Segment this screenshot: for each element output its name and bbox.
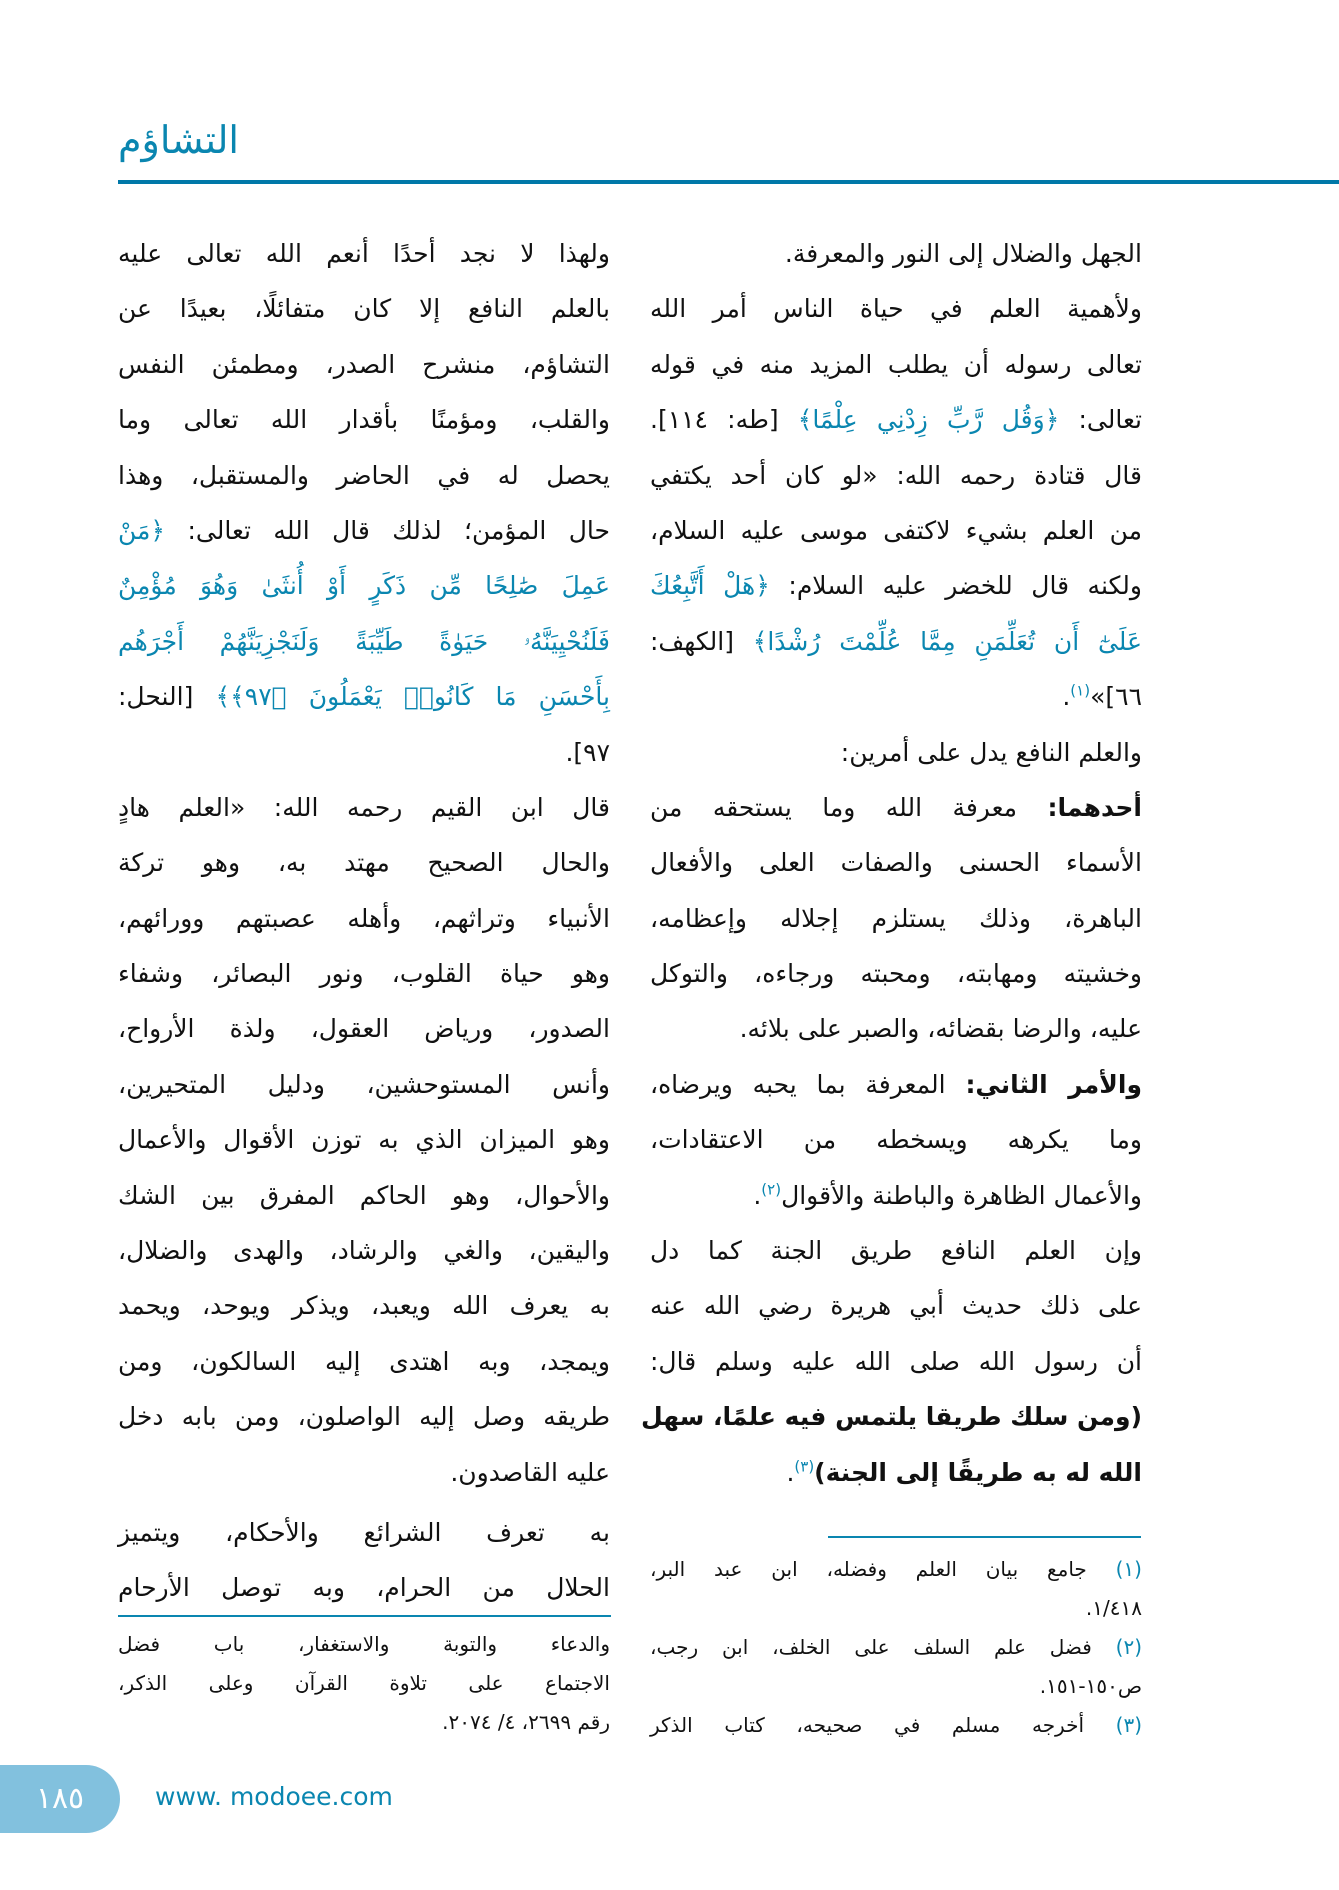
text: الجهل والضلال إلى النور والمعرفة.	[784, 239, 1142, 268]
footnote-line	[650, 1706, 1142, 1745]
bold-text: أحدهما:	[1047, 792, 1142, 822]
text-line	[118, 614, 610, 669]
text: الأنبياء وتراثهم، وأهله عصبتهم وورائهم،	[118, 903, 610, 933]
text-line	[650, 281, 1142, 336]
text-line	[118, 1001, 610, 1056]
text-line	[118, 558, 610, 613]
text-line	[650, 891, 1142, 946]
text-line	[118, 337, 610, 392]
footnote-line	[118, 1625, 610, 1664]
text-line	[118, 1278, 610, 1333]
text: .	[786, 1457, 795, 1487]
text: عليه، والرضا بقضائه، والصبر على بلائه.	[739, 1014, 1142, 1044]
text-line	[118, 725, 610, 780]
text: والدعاء والتوبة والاستغفار، باب فضل	[118, 1632, 610, 1656]
text: والأعمال الظاهرة والباطنة والأقوال	[781, 1180, 1142, 1210]
text-line	[650, 337, 1142, 392]
text-line	[118, 1168, 610, 1223]
text: واليقين، والغي والرشاد، والهدى والضلال،	[118, 1236, 610, 1266]
text: قال قتادة رحمه الله: «لو كان أحد يكتفي	[650, 460, 1142, 490]
text-line	[118, 669, 610, 724]
text: تعالى رسوله أن يطلب المزيد منه في قوله	[650, 349, 1142, 379]
quran-verse: عَمِلَ صَٰلِحًا مِّن ذَكَرٍ أَوْ أُنثَىٰ وَهُوَ مُؤْمِنٌ	[118, 571, 610, 601]
text-line	[118, 780, 610, 835]
text: وما يكرهه ويسخطه من الاعتقادات،	[650, 1125, 1142, 1155]
text: على ذلك حديث أبي هريرة رضي الله عنه	[650, 1291, 1142, 1321]
footnote-ref: (٢)	[761, 1180, 782, 1199]
text-line	[650, 392, 1142, 447]
text-line	[118, 226, 610, 281]
left-column	[118, 226, 610, 1611]
text: الاجتماع على تلاوة القرآن وعلى الذكر،	[118, 1671, 610, 1695]
text: [النحل:	[118, 682, 216, 712]
text-line	[650, 669, 1142, 724]
text: [طه: ١١٤].	[650, 405, 798, 435]
footnote-line	[650, 1628, 1142, 1667]
text: طريقه وصل إليه الواصلون، ومن بابه دخل	[118, 1402, 610, 1432]
quran-verse: فَلَنُحْيِيَنَّهُۥ حَيَوٰةً طَيِّبَةً وَلَنَجْزِيَنَّهُمْ أَجْرَهُم	[118, 626, 610, 656]
text-line	[118, 503, 610, 558]
text: رقم ٢٦٩٩، ٤/ ٢٠٧٤.	[442, 1710, 610, 1734]
header-rule	[118, 180, 1339, 184]
text-line	[650, 1001, 1142, 1056]
footnote-ref: (٣)	[794, 1457, 815, 1476]
text-line	[118, 1505, 610, 1560]
text-line	[650, 725, 1142, 780]
text: وهو الميزان الذي به توزن الأقوال والأعمال	[118, 1125, 610, 1155]
text: .	[1062, 682, 1071, 712]
text: ولهذا لا نجد أحدًا أنعم الله تعالى عليه	[118, 239, 610, 268]
text: المعرفة بما يحبه ويرضاه،	[650, 1069, 966, 1099]
footnote-line	[118, 1664, 610, 1703]
text-line	[118, 835, 610, 890]
text: ٩٧].	[565, 737, 610, 767]
text-line	[118, 281, 610, 336]
text-line	[650, 226, 1142, 281]
text-line	[118, 1445, 610, 1500]
footnote-line	[650, 1589, 1142, 1628]
text: (٢)	[1091, 1635, 1142, 1659]
text: بالعلم النافع إلا كان متفائلًا، بعيدًا عن	[118, 294, 610, 324]
text-line	[640, 1389, 1142, 1444]
text: به يعرف الله ويعبد، ويذكر ويوحد، ويحمد	[118, 1291, 610, 1321]
website-url: www. modoee.com	[155, 1782, 393, 1811]
text-line	[650, 1168, 1142, 1223]
text-line	[650, 780, 1142, 835]
text: من العلم بشيء لاكتفى موسى عليه السلام،	[650, 515, 1142, 545]
text: الحلال من الحرام، وبه توصل الأرحام	[118, 1573, 610, 1603]
text: عليه القاصدون.	[450, 1457, 610, 1487]
footnotes-right	[650, 1550, 1142, 1745]
bold-text: الله له به طريقًا إلى الجنة)	[814, 1457, 1142, 1487]
text: ولكنه قال للخضر عليه السلام:	[769, 571, 1142, 601]
text-line	[118, 392, 610, 447]
text: الباهرة، وذلك يستلزم إجلاله وإعظامه،	[650, 903, 1142, 933]
text-line	[650, 1223, 1142, 1278]
text-line	[650, 1057, 1142, 1112]
text-line	[650, 1334, 1142, 1389]
text: به تعرف الشرائع والأحكام، ويتميز	[118, 1517, 610, 1547]
text-line	[118, 1389, 610, 1444]
footnotes-left	[118, 1625, 610, 1742]
text: التشاؤم، منشرح الصدر، ومطمئن النفس	[118, 349, 610, 379]
footnote-line	[118, 1703, 610, 1742]
text-line	[650, 946, 1142, 1001]
footnote-separator-right	[828, 1536, 1141, 1538]
text-line	[650, 1112, 1142, 1167]
text: يحصل له في الحاضر والمستقبل، وهذا	[118, 460, 610, 490]
quran-verse: ﴿مَنْ	[118, 515, 166, 545]
text: ص١٥٠-١٥١.	[1039, 1674, 1142, 1698]
text: وهو حياة القلوب، ونور البصائر، وشفاء	[118, 959, 610, 989]
text: تعالى:	[1059, 405, 1143, 435]
text: وخشيته ومهابته، ومحبته ورجاءه، والتوكل	[650, 959, 1142, 989]
text: والقلب، ومؤمنًا بأقدار الله تعالى وما	[118, 405, 610, 435]
text: [الكهف:	[650, 626, 753, 656]
text-line	[650, 614, 1142, 669]
text-line	[118, 1560, 610, 1615]
quran-verse: بِأَحْسَنِ مَا كَانُوا۟ يَعْمَلُونَ ﴿٩٧﴾﴾	[215, 682, 610, 712]
text: ٦٦]»	[1090, 682, 1142, 712]
text: قال ابن القيم رحمه الله: «العلم هادٍ	[118, 792, 610, 822]
text-line	[118, 1223, 610, 1278]
text-line	[650, 835, 1142, 890]
text: الصدور، ورياض العقول، ولذة الأرواح،	[118, 1014, 610, 1044]
page-number: ١٨٥	[35, 1781, 85, 1816]
running-header-title: التشاؤم	[118, 118, 239, 162]
text: .	[753, 1180, 762, 1210]
bold-text: والأمر الثاني:	[965, 1069, 1143, 1099]
text: (٣)	[1084, 1713, 1142, 1737]
text: والعلم النافع يدل على أمرين:	[840, 737, 1142, 767]
text: فضل علم السلف على الخلف، ابن رجب،	[650, 1635, 1092, 1659]
text: جامع بيان العلم وفضله، ابن عبد البر،	[650, 1557, 1087, 1581]
text-line	[118, 891, 610, 946]
footnote-separator-left	[118, 1615, 611, 1617]
text: أن رسول الله صلى الله عليه وسلم قال:	[650, 1346, 1142, 1376]
text: الأسماء الحسنى والصفات العلى والأفعال	[650, 848, 1142, 878]
text: والحال الصحيح مهتد به، وهو تركة	[118, 848, 610, 878]
text-line	[650, 503, 1142, 558]
page-number-tab	[0, 1765, 120, 1833]
text-line	[118, 448, 610, 503]
quran-verse: عَلَىٰٓ أَن تُعَلِّمَنِ مِمَّا عُلِّمْتَ رُشْدًا﴾	[752, 626, 1142, 656]
text: ولأهمية العلم في حياة الناس أمر الله	[650, 294, 1142, 324]
text-line	[118, 1112, 610, 1167]
footnote-ref: (١)	[1070, 681, 1091, 700]
text: حال المؤمن؛ لذلك قال الله تعالى:	[165, 515, 610, 545]
text-line	[650, 558, 1142, 613]
right-column	[640, 226, 1143, 1500]
text: معرفة الله وما يستحقه من	[650, 792, 1048, 822]
quran-verse: ﴿وَقُل رَّبِّ زِدْنِي عِلْمًا﴾	[797, 405, 1060, 435]
quran-verse: ﴿هَلْ أَتَّبِعُكَ	[650, 571, 770, 601]
text-line	[650, 1278, 1142, 1333]
text-line	[118, 1057, 610, 1112]
text-line	[118, 946, 610, 1001]
text: وأنس المستوحشين، ودليل المتحيرين،	[118, 1069, 610, 1099]
footnote-line	[650, 1667, 1142, 1706]
bold-text: (ومن سلك طريقا يلتمس فيه علمًا، سهل	[640, 1402, 1142, 1432]
text: والأحوال، وهو الحاكم المفرق بين الشك	[118, 1180, 610, 1210]
text: (١)	[1086, 1557, 1142, 1581]
text-line	[650, 448, 1142, 503]
text-line	[650, 1445, 1142, 1500]
text: أخرجه مسلم في صحيحه، كتاب الذكر	[650, 1713, 1085, 1737]
text: وإن العلم النافع طريق الجنة كما دل	[650, 1236, 1142, 1266]
text-line	[118, 1334, 610, 1389]
text: ١/٤١٨.	[1085, 1596, 1142, 1620]
footnote-line	[650, 1550, 1142, 1589]
text: ويمجد، وبه اهتدى إليه السالكون، ومن	[118, 1346, 610, 1376]
